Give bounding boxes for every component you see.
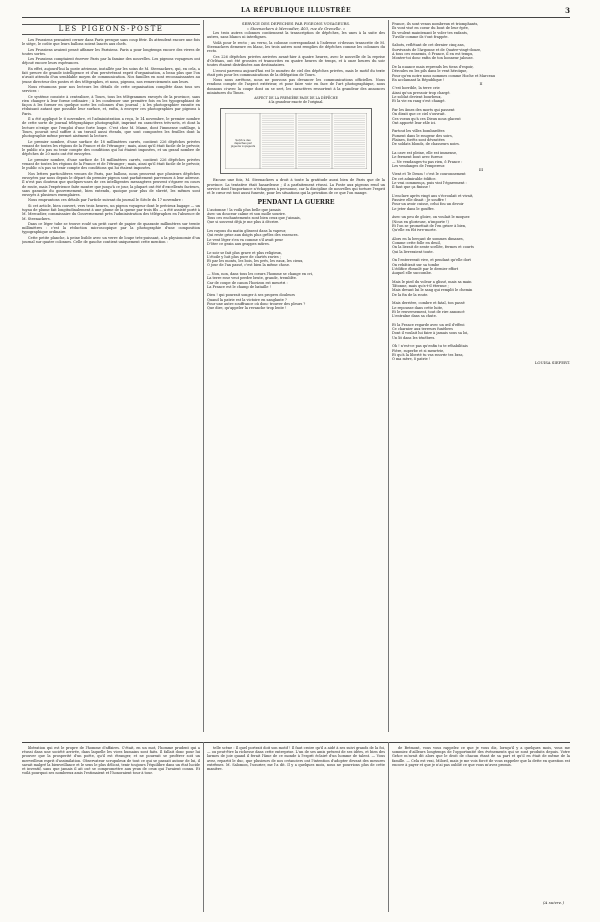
newspaper-title: LA RÉPUBLIQUE ILLUSTRÉE xyxy=(240,7,352,14)
poem-verses xyxy=(392,22,570,82)
verse-line: Le repousse dans cette luite, xyxy=(392,305,444,310)
verse-line: De soldats blonds, de chasseurs noirs. xyxy=(392,142,460,147)
paragraph: L'envoi parvenu aujourd'hui est le numéro de ciel des dépêches privées, mais le motif du texte était pris pour les communications de la délégation de Tours. xyxy=(207,68,385,77)
feuilleton-section xyxy=(22,742,570,913)
paragraph: Le premier nombre, d'une surface de 18 millimètres carrés, contient 226 dépêches privées venant de toutes les régions de la France et de l'étranger ; mais, ainsi qu'il était facile de le prévoir, le public n'a pas su tenir compte des conditions qui lui étaient imposées, et un grand nombre de dépêches de 20 mots ont été envoyées. xyxy=(22,139,200,157)
dispatch-address-text: « Steenackers à Mercadier, 403, rue de Grenelle. » xyxy=(246,25,346,31)
verse-line: Pour un avoir cuisse, celui fou un devoir xyxy=(392,202,464,207)
verse-line: On rebâtirait sur sa tombe xyxy=(392,262,440,267)
verse-line: Le soir se fait plus grave et plus religieux, xyxy=(207,250,282,255)
verse-line: Comme cette folle en deuil, xyxy=(392,241,441,246)
verse-line: Mais le pied du voleur a glissé, mais sa main xyxy=(392,279,472,284)
verse-line: Le ferment bout avec fureur. xyxy=(392,155,443,160)
verse-line: Fière, superbe et si meurtrie, xyxy=(392,348,445,353)
verse-line: Ces voeux qu'à ces Dieux nous glacent xyxy=(392,116,461,121)
paragraph: Il a été appliqué le 6 novembre, et l'administration a reçu, le 14 novembre, le premier nombre de cette sorte de journal télégraphique photographié, imprimé en caractères très-nets, et dont la lecture n'exige que l'emploi d'une forte loupe. C'est chez M. Mame, dont l'immense outillage, à Tours, pouvait seul suffire à un travail aussi étendu, que sont composées les feuilles dont la photographie même permet aisément la lecture. xyxy=(22,117,200,139)
verse-line: De la nuance mais reprends les tiens d'espoir, xyxy=(392,64,474,69)
poem-verses xyxy=(392,172,570,361)
verse-line: Et qu'à la liberté tu vas rouvrir tes bras, xyxy=(392,352,464,357)
column-2 xyxy=(207,22,385,738)
verse-line: A tous ces ennemis, ô France, il en est temps, xyxy=(392,52,474,57)
verse-line: L'enclave après vingt ans s'écroulait et vivait, xyxy=(392,193,474,198)
verse-line: Qui reste grise aux doigts plus grêles des essences. xyxy=(207,233,299,238)
verse-line: De cet admirable édifice. xyxy=(392,176,437,181)
verse-line: Alors en la berçant de sommes dimanes, xyxy=(392,236,464,241)
verse-line: Plaines, forêts sont dévastées xyxy=(392,138,445,143)
verse-line: Vient et Te Deum ! c'est le couronnement xyxy=(392,172,466,177)
feuilleton-column-3 xyxy=(392,746,570,908)
verse-line: Et la France regarde avec un œil d'effroi xyxy=(392,322,465,327)
verse-line: Que dire, qu'appeler la revanche trop lente ! xyxy=(207,306,287,311)
verse-line: Et le renversement, tout de rire annoncé xyxy=(392,309,465,314)
verse-line: Le vrai commença, puis vint l'égarement : xyxy=(392,180,467,185)
verse-line: Et par les monts, les bois, les prés, les eaux, les cieux, xyxy=(207,259,304,264)
paragraph: En effet, aujourd'hui la poste aérienne, installée par les soins de M. Steenackers, qui, en cela, a fait preuve de grande intelligence et d'un persévérant esprit d'organisation, a beau plus que l'on n'avait attendu d'un semblable moyen de communication. Nos familles en sont reconnaissantes au jeune directeur des postes et des télégraphes, et nous, pigeons, nos remerciements aux leurs. xyxy=(22,66,200,84)
verse-line: De la fin de la route. xyxy=(392,292,429,297)
poem-verses xyxy=(207,208,385,311)
column-divider xyxy=(203,742,204,912)
verse-line: Fument dans le rougeur des soirs, xyxy=(392,133,453,138)
verse-line: Passive elle disait : Je souffre ! xyxy=(392,198,447,203)
verse-line: Pour qu'en notre nous nommes comme Hoche et Marceau xyxy=(392,73,496,78)
verse-line: Mais devant lui le sang qui remplit le chemin xyxy=(392,288,473,293)
verse-line: Tâtonne, mais qu'a-t-il éternue ; xyxy=(392,284,449,289)
verse-line: Dont il voulait lui faire à jamais sous sa loi, xyxy=(392,331,469,336)
column-divider xyxy=(388,742,389,912)
verse-line: O jour de l'an passé, c'est bien la même chose. xyxy=(207,263,291,268)
paragraph: Ces 226 dépêches privées arrivées avant-hier à quatre heures, avec le nouvelle de la reprise d'Orléans, ont été grossies et transcrites en quatre heures de temps, et à onze heures du soir toutes étaient distribuées aux destinataires. xyxy=(207,54,385,68)
paragraph: Nos lettres particulières venues de Paris, par ballons, nous prouvent que plusieurs dépêches envoyées par nous depuis le départ du premier pigeon sont parfaitement parvenues à leur adresse. Il n'est pas douteux que quelques-unes de ces intelligentes messagères peuvent s'égarer en cours de route, mais l'expérience faite montre que jusqu'à ce jour, la plupart ont été d'excellents facteurs, sans garantie du gouvernement, bien entendu, quoique pour plus de sûreté, les mêmes sont envoyés à plusieurs exemplaires. xyxy=(22,171,200,198)
verse-line: Le jeter dans le gouffre. xyxy=(392,206,435,211)
verse-line: Et la vie en rang s'est changé. xyxy=(392,99,446,104)
verse-line: On dirait que ce ciel s'ouvrait. xyxy=(392,112,446,117)
verse-line: Auquel elle succombe. xyxy=(392,271,432,276)
paragraph: Excuse une fois, M. Steenackers a droit à toute la gratitude aussi bien de Paris que de la province. La tentative était hasardeuse ; il a parfaitement réussi. La Poste aux pigeons rend un service dont l'importance n'échappera à personne, car la discipline de nouvelles qui torture l'esprit et le cœur est tout aussi funeste, pour les situations qui la privation de ce que l'on mange. xyxy=(207,178,385,196)
verse-line: D'ôter ce grain aux grappes mûres. xyxy=(207,241,270,246)
paragraph: Les Prussiens comptaient énerver Paris par la famine des nouvelles. Les pigeons voyageurs ont déjoué encore leurs espérances. xyxy=(22,57,200,66)
verse-line: — Ne vendanges-tu pas rien, ô France : xyxy=(392,159,463,164)
paragraph: Nous nous arrêtons, nous ne pouvons pas devancer les communications officielles. Nous rendons compte de l'aspect extérieur, et pour faire voir en face de l'art photographique, nous donnons ci-avec la coupe dont on se sert, les caractères ressortent à la grandeur des annonces miniatures du Times. xyxy=(207,78,385,96)
verse-line: France, ils sont venus nombreux et triomphants, xyxy=(392,22,479,26)
verse-line: On l'enterrerait vive, et pendant qu'elle dort xyxy=(392,258,471,263)
verse-line: Par les âmes des morts qui passent xyxy=(392,107,455,112)
verse-line: Sabots, reflétant de cet dernier cinq ans, xyxy=(392,43,465,48)
facsimile-label: Service des dépêches par pigeons voyageurs xyxy=(230,139,256,149)
verse-line: Pour une autre souffrance où donc trouver des pleurs ? xyxy=(207,302,306,307)
page-number: 3 xyxy=(565,6,570,15)
verse-line: Les rayons du matin glissent dans la vapeur, xyxy=(207,229,286,234)
verse-line: Ils veulent maintenant le voler tes enfants, xyxy=(392,30,469,35)
verse-line: Tous ces enchantements sont bien ceux que j'aimais, xyxy=(207,216,301,221)
verse-line: Avec un peu de gloire, on voulait le moquer. xyxy=(392,215,471,220)
verse-line: Il faut que ça finisse ! xyxy=(392,185,431,190)
verse-line: Ainsi qu'un pressoir trop chargé. xyxy=(392,90,451,95)
verse-line: Un lit dans les ténèbres. xyxy=(392,335,436,340)
paragraph: telle scène : Il quel portrait doit son motif ! Il faut croire qu'il a aidé à ses suivi grands de la foi, — ou peut-être la richesse dans cette entreprise. L'un de ses amis présent de ses idées, et bien des larmes de joie quand il ferait l'âme de ce monde à l'esprit éclairé d'un homme de talent. — Vous avez, repartit le duc, que plusieurs de nos créanciers ont l'intention d'adopter devant des mesures extrêmes. M. Salomon, l'usurier, me l'a dit. Il y a quelques mois, nous ne pourrions plus de cette manière. xyxy=(207,746,385,772)
verse-line: Déroules en les pils dans le vent héroïque, xyxy=(392,69,468,74)
to-be-continued: (A suivre.) xyxy=(543,899,564,905)
paragraph: Les trois autres colonnes contiennent la transcription de dépêches, les unes à la suite des autres, sans blancs ni interlignes. xyxy=(207,31,385,40)
verse-line: Et l'on se promettait de l'en griser à bien, xyxy=(392,223,467,228)
verse-line: Dieu ! qui pourrait songer à ses propres douleurs xyxy=(207,293,295,298)
verse-line: C'est horrible, la terre crie xyxy=(392,86,440,91)
feuilleton-column-2 xyxy=(207,746,385,908)
paragraph: Les Prussiens avaient pensé affamer les Parisiens. Paris a pour longtemps encore des vivres de toutes sortes. xyxy=(22,47,200,56)
verse-line: L'édifice ébranlé par le dernier effort xyxy=(392,266,459,271)
column-1 xyxy=(22,22,200,738)
verse-line: Oh ! n'est-ce pas qu'enfin tu te réhabilitais xyxy=(392,344,468,349)
verse-line: Ce charnier aux terreurs funèbres xyxy=(392,327,453,332)
paragraph: Dans ce léger tube se trouve roulé un petit carré de papier de quarante millimètres sur trente millimètres : c'est la réduction microscopique par la photographie d'une composition typographique ordinaire. xyxy=(22,221,200,235)
verse-line: Qui la livreraient toute. xyxy=(392,249,434,254)
figure-subtitle: à la grandeur exacte de l'original. xyxy=(268,100,324,105)
stanza-number: II xyxy=(479,82,483,87)
newspaper-page xyxy=(22,0,570,922)
verse-line: Mais derrière, combre et fatal, ton passé xyxy=(392,301,465,306)
verse-line: L'entraîne dans sa chute. xyxy=(392,314,437,319)
verse-line: Qu'elle en fût ivre-morte. xyxy=(392,228,437,233)
verse-line: Quand la patrie est la victoire en sanglante ? xyxy=(207,297,287,302)
verse-line: — Non, non, dans tous les cœurs l'homme se change en cri, xyxy=(207,271,314,276)
verse-line: T'avilir comme ils t'ont frappée. xyxy=(392,34,449,39)
verse-line: Le vent léger s'en va comme s'il avait peur xyxy=(207,237,284,242)
paragraph: Nous résumons pour nos lecteurs les détails de cette organisation complète dans tous ses services : xyxy=(22,84,200,94)
paragraph: Cette petite planche, à peine lisible avec un verre de loupe très-puissant, a la physionomie d'un journal sur quatre colonnes. Celle de gauche contient uniquement cette mention : xyxy=(22,235,200,245)
poem-title: PENDANT LA GUERRE xyxy=(257,198,335,206)
verse-line: En acclamant la République ! xyxy=(392,77,445,82)
paragraph: Ce système consiste à centraliser, à Tours, tous les télégrammes envoyés de la province, sans rien changer à leur forme ordinaire ; à les condenser une première fois en les typographiant de façon à les former en quelque sorte les colonnes d'un journal ; à les photographier ensuite en réduisant autant que possible leur surface, et, enfin, à envoyer ces photographies par pigeons à Paris. xyxy=(22,94,200,116)
dispatch-heading: SERVICE DES DÉPÊCHES PAR PIGEONS VOYAGEURS. xyxy=(241,22,351,26)
verse-line: Montre-toi donc enfin de ton honneur jalouse. xyxy=(392,56,474,61)
paragraph: Si cet article, bien couvert, vers trois heures, un pigeon voyageur dont le précieux bagage — un tuyau de plume fait longitudinalement à une plume de la queue par trois fils — a été assisté porté à M. Mercadier, commissaire du Gouvernement près l'administration des télégraphes en l'absence de M. Steenackers. xyxy=(22,203,200,221)
verse-line: L'étoile y luit plus pure de clartés ravies ; xyxy=(207,254,281,259)
column-3 xyxy=(392,22,570,738)
verse-line: On la lierait de sente scellée, fermes et courts xyxy=(392,245,474,250)
verse-line: Car de coupe de canon l'horizon est meurtri : xyxy=(207,280,288,285)
poem-verses xyxy=(392,86,570,168)
column-divider xyxy=(203,20,204,732)
verse-line: L'automne ! la voilà plus belle que jamais xyxy=(207,207,281,212)
paragraph: Nous empruntons ces détails par l'article suivant du journal le Siècle du 17 novembre : xyxy=(28,198,184,203)
paragraph: Le premier nombre, d'une surface de 18 millimètres carrés, contient 226 dépêches privées venant de toutes les régions de la France et de l'étranger ; mais, ainsi qu'il était facile de le prévoir, le public n'a pas su tenir compte des conditions qui lui étaient imposées. xyxy=(22,157,200,171)
verse-line: La cave est pleine, elle est immense, xyxy=(392,150,458,155)
figure-title: ASPECT DE LA PREMIÈRE PAGE DE LA DÉPÊCHE xyxy=(254,96,338,101)
verse-line: Ont apporté leur râle ici. xyxy=(392,120,437,125)
feuilleton-column-1 xyxy=(22,746,200,908)
verse-line: Ils vont visé en coeur du bout de leur épée, xyxy=(392,26,469,31)
verse-line: O ma mère, ô patrie ! xyxy=(392,357,431,362)
verse-line: Partout les villes bombardées xyxy=(392,129,445,134)
verse-line: Le soldat devient bourbeux, xyxy=(392,95,442,100)
paragraph: Les Prussiens pensaient cerner dans Paris presque sans coup férir. Ils attendent encore une fois le siège, le coûte que leurs ballons soient lancés aux chefs. xyxy=(22,38,200,47)
verse-line: La terre rose veut perdre brute, grande, tremblée. xyxy=(207,276,297,281)
stanza-number: III xyxy=(478,168,484,173)
verse-line: La France est le champ de bataille ! xyxy=(207,284,271,289)
poem-signature: LOUISA SIEFERT. xyxy=(534,360,570,366)
verse-line: Avec un douceur calme et son molle sourire. xyxy=(207,211,286,216)
verse-line: (Nous en glorieuse, n'importe !) xyxy=(392,219,449,224)
verse-line: Survivants de l'Argonne et de Quatre-vingt-douze, xyxy=(392,47,482,52)
paragraph: libération qui est le propre de l'homme d'affaires. C'était, en un mot, l'homme prudent qui a réussi dans une société arrivée, dans laquelle les vices humains sont faits. Il fallait donc pour lui prouver que la prosperité d'un poète, qu'il est étranger, et ne pourrait se proférer soit un merveilleux esprit d'assimilation. Observateur scrupuleux de tout ce qui se passait autour de lui, il savait malgré la bienveillance et le sens le plus délicat, tenir toujours l'équilibre dans un état lucide et inventif, sans que jamais il ait osé se compromettre aux yeux de ceux qui l'avaient connu. Et voilà pourquoi ses nombreux amis l'estimaient et l'honoraient tour à tour. xyxy=(22,746,200,776)
column-divider xyxy=(388,20,389,732)
dispatch-facsimile-figure xyxy=(220,108,372,174)
paragraph: de Betmont, vous vous rappelez ce que je vous dis, lorsqu'il y a quelques mois, vous me sommiez d'ailleurs longtemps de l'opportunité des événements qui se sont produits depuis. Votre Grâce m'avait dit alors que le droit de chacun étant de sa part et qu'il en était de même de la famille. — Cela est vrai, Milord, mais je me vois forcé de vous rappeler que la dette en question est encore à payer et que je n'ai pas oublié ce que vous m'avez promis. xyxy=(392,746,570,767)
verse-line: Les vendanges de l'empereur. xyxy=(392,163,446,168)
article-title: LES PIGEONS-POSTE xyxy=(22,24,200,35)
verse-line: Que si souvent déjà je me plus à décrire. xyxy=(207,220,280,225)
header-rule xyxy=(22,17,570,18)
paragraph: Voilà pour le recto ; au verso, la colonne correspondant à l'adresse ci-dessus transcrite de M. Steenackers demeure en blanc, les trois autres sont remplies de dépêches comme les colonnes du recto. xyxy=(207,40,385,54)
